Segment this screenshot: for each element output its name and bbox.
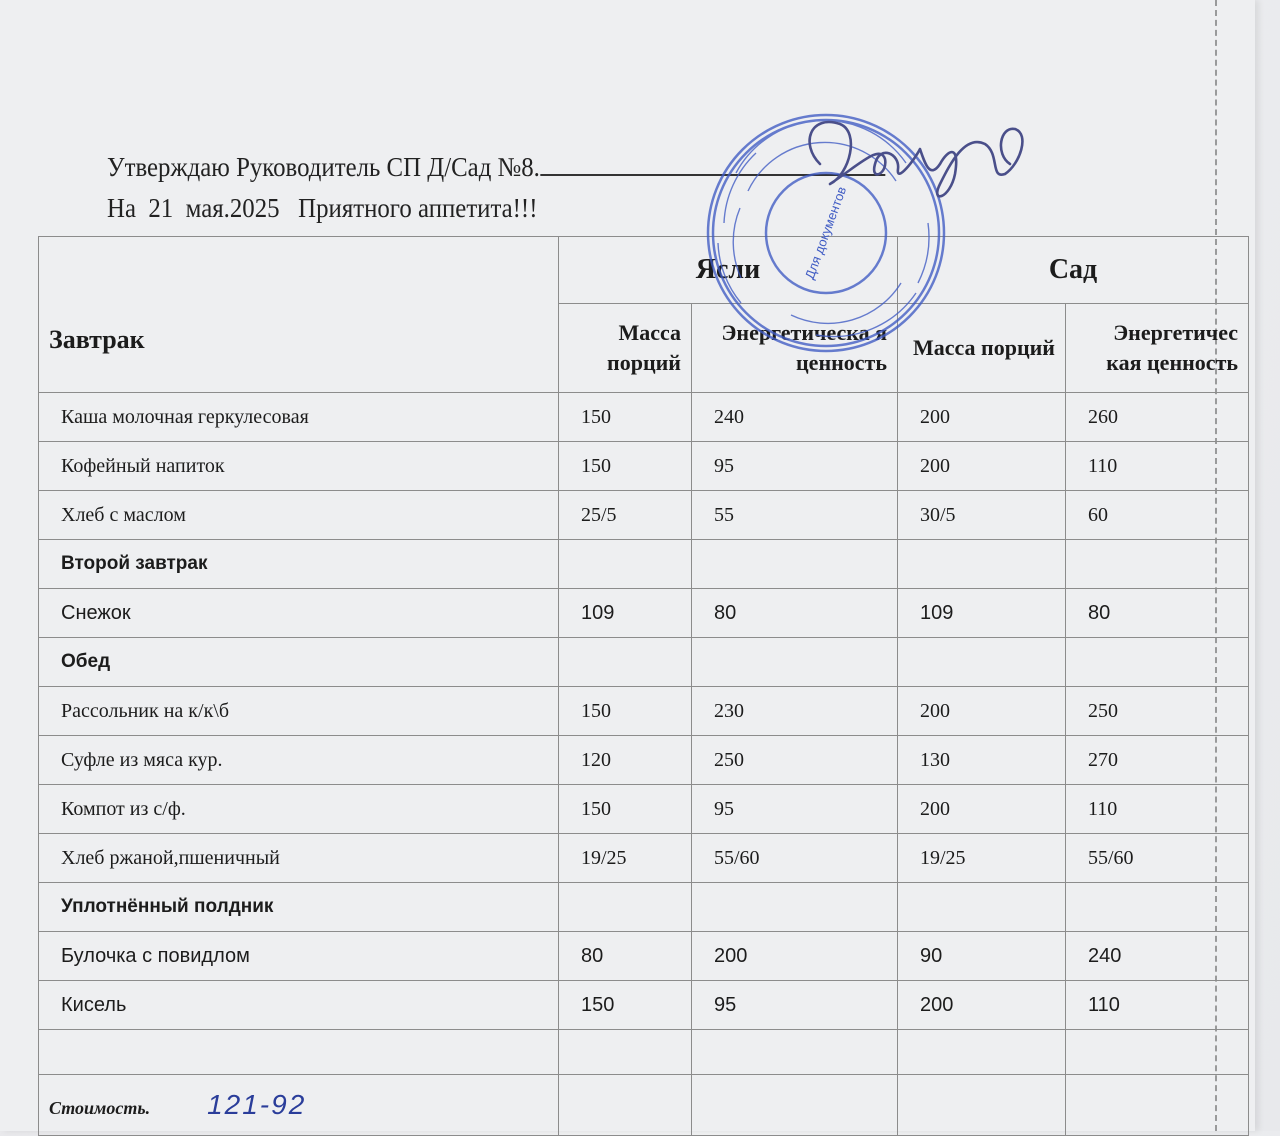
sad-mass-cell: 200 <box>898 442 1066 491</box>
empty-cell <box>692 1075 898 1136</box>
sad-mass-cell: 109 <box>898 589 1066 638</box>
date-line: На 21 мая.2025 Приятного аппетита!!! <box>107 193 538 223</box>
dish-name-cell: Обед <box>39 638 559 687</box>
table-row <box>39 932 1249 981</box>
table-row <box>39 589 1249 638</box>
empty-cell <box>559 1030 692 1075</box>
yasli-mass-cell: 80 <box>559 932 692 981</box>
sad-energy-cell: 260 <box>1066 393 1249 442</box>
yasli-energy-cell: 55/60 <box>692 834 898 883</box>
empty-cell <box>1066 1075 1249 1136</box>
yasli-mass-cell: 150 <box>559 393 692 442</box>
menu-table <box>38 236 1249 1136</box>
empty-row <box>39 1030 1249 1075</box>
yasli-mass-header: Масса порций <box>559 304 692 393</box>
sad-mass-cell <box>898 883 1066 932</box>
yasli-energy-cell: 95 <box>692 785 898 834</box>
yasli-energy-cell <box>692 540 898 589</box>
empty-cell <box>692 1030 898 1075</box>
table-row <box>39 393 1249 442</box>
yasli-mass-cell: 150 <box>559 687 692 736</box>
yasli-mass-cell <box>559 540 692 589</box>
sad-energy-cell: 240 <box>1066 932 1249 981</box>
dish-name-cell: Каша молочная геркулесовая <box>39 393 559 442</box>
signature-line <box>540 148 885 176</box>
stamp-center-text: Для документов <box>801 184 850 282</box>
sad-energy-cell: 60 <box>1066 491 1249 540</box>
table-row <box>39 981 1249 1030</box>
sad-energy-cell: 270 <box>1066 736 1249 785</box>
yasli-energy-header: Энергетическа я ценность <box>692 304 898 393</box>
sad-mass-cell: 200 <box>898 393 1066 442</box>
sad-energy-cell: 250 <box>1066 687 1249 736</box>
empty-cell <box>39 1030 559 1075</box>
sad-energy-cell: 55/60 <box>1066 834 1249 883</box>
empty-cell <box>559 1075 692 1136</box>
dish-name-cell: Кофейный напиток <box>39 442 559 491</box>
sad-mass-cell: 30/5 <box>898 491 1066 540</box>
sad-mass-cell: 200 <box>898 785 1066 834</box>
yasli-energy-cell: 240 <box>692 393 898 442</box>
dish-name-cell: Хлеб ржаной,пшеничный <box>39 834 559 883</box>
sad-mass-header: Масса порций <box>898 304 1066 393</box>
table-row <box>39 736 1249 785</box>
sad-energy-header: Энергетичес кая ценность <box>1066 304 1249 393</box>
sad-mass-cell: 200 <box>898 981 1066 1030</box>
dish-name-cell: Кисель <box>39 981 559 1030</box>
yasli-energy-cell: 55 <box>692 491 898 540</box>
sad-energy-cell: 110 <box>1066 981 1249 1030</box>
table-row <box>39 687 1249 736</box>
meal-header: Завтрак <box>39 237 559 393</box>
yasli-mass-cell: 150 <box>559 442 692 491</box>
sad-mass-cell: 90 <box>898 932 1066 981</box>
yasli-mass-cell: 150 <box>559 785 692 834</box>
yasli-energy-cell: 80 <box>692 589 898 638</box>
yasli-mass-cell <box>559 638 692 687</box>
dish-name-cell: Компот из с/ф. <box>39 785 559 834</box>
sad-energy-cell: 110 <box>1066 785 1249 834</box>
table-row <box>39 785 1249 834</box>
sad-energy-cell: 80 <box>1066 589 1249 638</box>
dish-name-cell: Булочка с повидлом <box>39 932 559 981</box>
yasli-energy-cell: 95 <box>692 442 898 491</box>
yasli-mass-cell: 150 <box>559 981 692 1030</box>
yasli-mass-cell <box>559 883 692 932</box>
sad-energy-cell <box>1066 638 1249 687</box>
cost-cell <box>39 1075 559 1136</box>
dish-name-cell: Второй завтрак <box>39 540 559 589</box>
empty-cell <box>898 1075 1066 1136</box>
yasli-mass-cell: 25/5 <box>559 491 692 540</box>
table-row <box>39 834 1249 883</box>
approval-text: Утверждаю Руководитель СП Д/Сад №8. <box>107 152 540 182</box>
sad-energy-cell <box>1066 540 1249 589</box>
cost-row <box>39 1075 1249 1136</box>
group-yasli-header: Ясли <box>559 237 898 304</box>
sad-mass-cell: 200 <box>898 687 1066 736</box>
cost-value: 121-92 <box>207 1089 307 1120</box>
dish-name-cell: Хлеб с маслом <box>39 491 559 540</box>
yasli-energy-cell: 250 <box>692 736 898 785</box>
table-row <box>39 442 1249 491</box>
empty-cell <box>1066 1030 1249 1075</box>
section-row <box>39 883 1249 932</box>
yasli-energy-cell: 230 <box>692 687 898 736</box>
section-row <box>39 638 1249 687</box>
yasli-energy-cell: 95 <box>692 981 898 1030</box>
sad-energy-cell <box>1066 883 1249 932</box>
sad-energy-cell: 110 <box>1066 442 1249 491</box>
yasli-mass-cell: 109 <box>559 589 692 638</box>
approval-line <box>107 148 885 183</box>
empty-cell <box>898 1030 1066 1075</box>
cost-label: Стоимость. <box>49 1098 151 1118</box>
sad-mass-cell: 130 <box>898 736 1066 785</box>
dish-name-cell: Рассольник на к/к\б <box>39 687 559 736</box>
yasli-energy-cell <box>692 638 898 687</box>
sad-mass-cell: 19/25 <box>898 834 1066 883</box>
dish-name-cell: Снежок <box>39 589 559 638</box>
yasli-energy-cell <box>692 883 898 932</box>
sad-mass-cell <box>898 540 1066 589</box>
yasli-mass-cell: 19/25 <box>559 834 692 883</box>
section-row <box>39 540 1249 589</box>
yasli-energy-cell: 200 <box>692 932 898 981</box>
dish-name-cell: Уплотнённый полдник <box>39 883 559 932</box>
yasli-mass-cell: 120 <box>559 736 692 785</box>
dish-name-cell: Суфле из мяса кур. <box>39 736 559 785</box>
sad-mass-cell <box>898 638 1066 687</box>
table-row <box>39 491 1249 540</box>
group-sad-header: Сад <box>898 237 1249 304</box>
